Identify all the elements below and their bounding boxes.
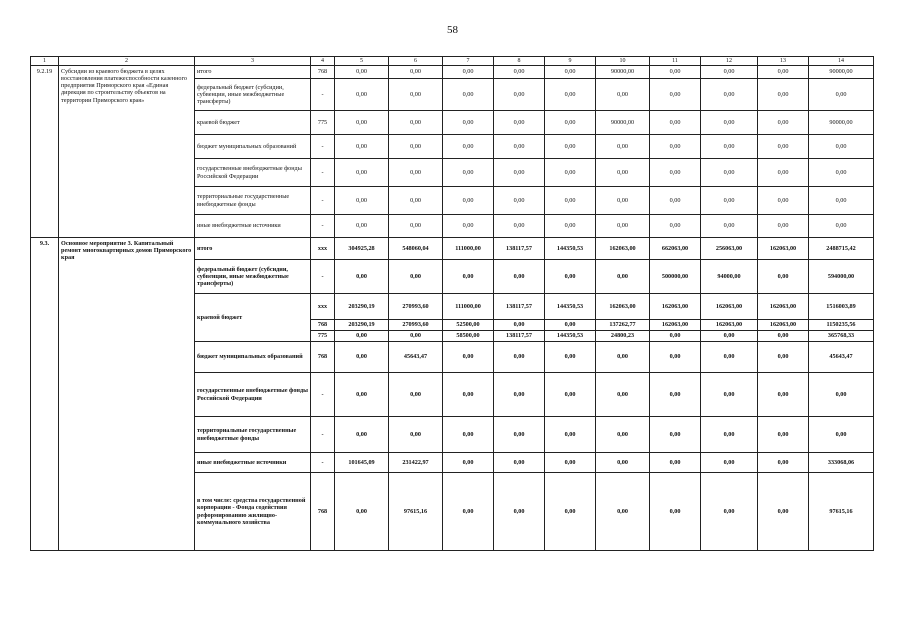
funding-source: территориальные государственные внебюджетные фонды — [195, 417, 311, 453]
amount-cell: 0,00 — [389, 187, 443, 215]
amount-cell: 548060,04 — [389, 238, 443, 260]
amount-cell: 0,00 — [545, 342, 596, 373]
amount-cell: 0,00 — [650, 473, 701, 551]
amount-cell: 0,00 — [596, 135, 650, 159]
budget-code: 768 — [311, 342, 335, 373]
amount-cell: 0,00 — [494, 373, 545, 417]
total-amount: 90000,00 — [809, 66, 874, 79]
amount-cell: 0,00 — [758, 473, 809, 551]
funding-source: в том числе: средства государственной корпорации - Фонда содействия реформированию жилищно-коммунального хозяйства — [195, 473, 311, 551]
item-code: 9.2.19 — [31, 66, 59, 238]
amount-cell: 0,00 — [758, 331, 809, 342]
column-number: 13 — [758, 57, 809, 66]
amount-cell: 270993,60 — [389, 320, 443, 331]
amount-cell: 0,00 — [650, 373, 701, 417]
item-description: Основное мероприятие 3. Капитальный ремонт многоквартирных домов Приморского края — [59, 238, 195, 551]
column-number: 8 — [494, 57, 545, 66]
budget-code: - — [311, 260, 335, 294]
column-number: 3 — [195, 57, 311, 66]
amount-cell: 0,00 — [650, 417, 701, 453]
funding-source: бюджет муниципальных образований — [195, 342, 311, 373]
amount-cell: 0,00 — [701, 417, 758, 453]
amount-cell: 0,00 — [596, 453, 650, 473]
amount-cell: 52500,00 — [443, 320, 494, 331]
budget-table — [30, 56, 874, 551]
total-amount: 0,00 — [809, 417, 874, 453]
amount-cell: 0,00 — [701, 66, 758, 79]
amount-cell: 256063,00 — [701, 238, 758, 260]
item-code: 9.3. — [31, 238, 59, 551]
funding-source: иные внебюджетные источники — [195, 215, 311, 238]
amount-cell: 0,00 — [494, 473, 545, 551]
amount-cell: 0,00 — [545, 135, 596, 159]
funding-source: итого — [195, 66, 311, 79]
amount-cell: 0,00 — [596, 187, 650, 215]
budget-code: 768 — [311, 66, 335, 79]
amount-cell: 662063,00 — [650, 238, 701, 260]
amount-cell: 0,00 — [701, 342, 758, 373]
budget-code: - — [311, 417, 335, 453]
total-amount: 594000,00 — [809, 260, 874, 294]
amount-cell: 0,00 — [443, 342, 494, 373]
amount-cell: 0,00 — [701, 373, 758, 417]
amount-cell: 162063,00 — [596, 294, 650, 320]
column-number: 4 — [311, 57, 335, 66]
amount-cell: 203290,19 — [335, 320, 389, 331]
item-description: Субсидии из краевого бюджета в целях восстановления платежеспособности казенного предприятия Приморского края «Единая дирекция по строительству объектов на территории Приморского края» — [59, 66, 195, 238]
amount-cell: 0,00 — [758, 187, 809, 215]
amount-cell: 0,00 — [545, 453, 596, 473]
amount-cell: 162063,00 — [650, 294, 701, 320]
column-number: 9 — [545, 57, 596, 66]
page-number: 58 — [447, 24, 458, 36]
total-amount: 1516003,89 — [809, 294, 874, 320]
amount-cell: 0,00 — [443, 111, 494, 135]
amount-cell: 500000,00 — [650, 260, 701, 294]
amount-cell: 0,00 — [758, 66, 809, 79]
amount-cell: 0,00 — [443, 373, 494, 417]
amount-cell: 0,00 — [650, 187, 701, 215]
amount-cell: 0,00 — [443, 260, 494, 294]
budget-code: - — [311, 373, 335, 417]
amount-cell: 144350,53 — [545, 331, 596, 342]
funding-source: краевой бюджет — [195, 111, 311, 135]
amount-cell: 0,00 — [650, 159, 701, 187]
column-number: 1 — [31, 57, 59, 66]
amount-cell: 0,00 — [650, 66, 701, 79]
amount-cell: 111000,00 — [443, 238, 494, 260]
total-amount: 0,00 — [809, 135, 874, 159]
amount-cell: 0,00 — [389, 66, 443, 79]
amount-cell: 0,00 — [389, 417, 443, 453]
amount-cell: 231422,97 — [389, 453, 443, 473]
amount-cell: 162063,00 — [596, 238, 650, 260]
amount-cell: 0,00 — [596, 342, 650, 373]
column-number: 11 — [650, 57, 701, 66]
amount-cell: 0,00 — [545, 187, 596, 215]
total-amount: 365768,33 — [809, 331, 874, 342]
column-number: 5 — [335, 57, 389, 66]
amount-cell: 0,00 — [701, 135, 758, 159]
column-number: 14 — [809, 57, 874, 66]
amount-cell: 0,00 — [389, 159, 443, 187]
amount-cell: 90000,00 — [596, 111, 650, 135]
amount-cell: 58500,00 — [443, 331, 494, 342]
total-amount: 0,00 — [809, 79, 874, 111]
budget-code: - — [311, 79, 335, 111]
budget-code: 768 — [311, 473, 335, 551]
amount-cell: 0,00 — [758, 79, 809, 111]
amount-cell: 0,00 — [545, 159, 596, 187]
amount-cell: 0,00 — [335, 331, 389, 342]
amount-cell: 0,00 — [389, 373, 443, 417]
amount-cell: 0,00 — [494, 66, 545, 79]
amount-cell: 0,00 — [650, 331, 701, 342]
amount-cell: 162063,00 — [701, 320, 758, 331]
amount-cell: 0,00 — [494, 453, 545, 473]
amount-cell: 0,00 — [758, 373, 809, 417]
amount-cell: 111000,00 — [443, 294, 494, 320]
total-amount: 0,00 — [809, 159, 874, 187]
amount-cell: 162063,00 — [758, 320, 809, 331]
amount-cell: 0,00 — [494, 417, 545, 453]
amount-cell: 0,00 — [335, 66, 389, 79]
table-row — [31, 66, 874, 79]
funding-source: краевой бюджет — [195, 294, 311, 342]
funding-source: бюджет муниципальных образований — [195, 135, 311, 159]
amount-cell: 0,00 — [545, 79, 596, 111]
amount-cell: 0,00 — [335, 79, 389, 111]
amount-cell: 0,00 — [545, 320, 596, 331]
amount-cell: 0,00 — [443, 473, 494, 551]
amount-cell: 0,00 — [596, 215, 650, 238]
amount-cell: 0,00 — [443, 66, 494, 79]
budget-code: 768 — [311, 320, 335, 331]
amount-cell: 0,00 — [758, 453, 809, 473]
budget-code: 775 — [311, 331, 335, 342]
amount-cell: 0,00 — [545, 417, 596, 453]
amount-cell: 0,00 — [494, 159, 545, 187]
amount-cell: 0,00 — [650, 342, 701, 373]
amount-cell: 0,00 — [494, 260, 545, 294]
total-amount: 97615,16 — [809, 473, 874, 551]
amount-cell: 304925,28 — [335, 238, 389, 260]
amount-cell: 0,00 — [443, 417, 494, 453]
amount-cell: 0,00 — [758, 342, 809, 373]
amount-cell: 0,00 — [650, 215, 701, 238]
total-amount: 1150235,56 — [809, 320, 874, 331]
amount-cell: 0,00 — [335, 373, 389, 417]
amount-cell: 0,00 — [545, 373, 596, 417]
amount-cell: 0,00 — [494, 215, 545, 238]
amount-cell: 144350,53 — [545, 238, 596, 260]
funding-source: государственные внебюджетные фонды Российской Федерации — [195, 159, 311, 187]
column-number: 10 — [596, 57, 650, 66]
budget-code: - — [311, 187, 335, 215]
section-9-3 — [31, 238, 874, 551]
amount-cell: 0,00 — [701, 473, 758, 551]
amount-cell: 94000,00 — [701, 260, 758, 294]
amount-cell: 162063,00 — [650, 320, 701, 331]
amount-cell: 0,00 — [701, 111, 758, 135]
funding-source: итого — [195, 238, 311, 260]
budget-code: - — [311, 159, 335, 187]
column-numbers-row — [31, 57, 874, 66]
total-amount: 0,00 — [809, 215, 874, 238]
amount-cell: 0,00 — [758, 215, 809, 238]
funding-source: иные внебюджетные источники — [195, 453, 311, 473]
amount-cell: 0,00 — [596, 373, 650, 417]
amount-cell: 0,00 — [335, 111, 389, 135]
table-row — [31, 238, 874, 260]
total-amount: 0,00 — [809, 373, 874, 417]
column-number: 7 — [443, 57, 494, 66]
amount-cell: 0,00 — [389, 331, 443, 342]
amount-cell: 138117,57 — [494, 294, 545, 320]
column-number: 12 — [701, 57, 758, 66]
amount-cell: 0,00 — [443, 215, 494, 238]
amount-cell: 0,00 — [596, 417, 650, 453]
amount-cell: 0,00 — [650, 111, 701, 135]
section-9-2-19 — [31, 66, 874, 238]
amount-cell: 0,00 — [596, 260, 650, 294]
total-amount: 0,00 — [809, 187, 874, 215]
amount-cell: 0,00 — [758, 417, 809, 453]
amount-cell: 138117,57 — [494, 331, 545, 342]
budget-code: xxx — [311, 294, 335, 320]
amount-cell: 144350,53 — [545, 294, 596, 320]
amount-cell: 0,00 — [335, 159, 389, 187]
amount-cell: 0,00 — [701, 215, 758, 238]
budget-code: 775 — [311, 111, 335, 135]
amount-cell: 0,00 — [758, 135, 809, 159]
amount-cell: 0,00 — [443, 135, 494, 159]
amount-cell: 0,00 — [758, 159, 809, 187]
amount-cell: 0,00 — [494, 79, 545, 111]
funding-source: федеральный бюджет (субсидии, субвенции, иные межбюджетные трансферты) — [195, 260, 311, 294]
amount-cell: 0,00 — [545, 111, 596, 135]
amount-cell: 0,00 — [596, 79, 650, 111]
amount-cell: 0,00 — [701, 453, 758, 473]
budget-code: - — [311, 135, 335, 159]
amount-cell: 0,00 — [335, 187, 389, 215]
amount-cell: 0,00 — [758, 260, 809, 294]
funding-source: территориальные государственные внебюджетные фонды — [195, 187, 311, 215]
amount-cell: 0,00 — [650, 79, 701, 111]
amount-cell: 0,00 — [701, 159, 758, 187]
column-number: 2 — [59, 57, 195, 66]
amount-cell: 0,00 — [494, 187, 545, 215]
amount-cell: 0,00 — [443, 79, 494, 111]
amount-cell: 0,00 — [545, 260, 596, 294]
amount-cell: 0,00 — [494, 111, 545, 135]
funding-source: государственные внебюджетные фонды Российской Федерации — [195, 373, 311, 417]
amount-cell: 0,00 — [545, 215, 596, 238]
amount-cell: 0,00 — [650, 135, 701, 159]
amount-cell: 0,00 — [494, 320, 545, 331]
amount-cell: 0,00 — [335, 342, 389, 373]
budget-code: - — [311, 453, 335, 473]
amount-cell: 203290,19 — [335, 294, 389, 320]
amount-cell: 0,00 — [545, 473, 596, 551]
amount-cell: 0,00 — [335, 215, 389, 238]
amount-cell: 101645,09 — [335, 453, 389, 473]
amount-cell: 0,00 — [443, 453, 494, 473]
amount-cell: 0,00 — [389, 111, 443, 135]
total-amount: 2488715,42 — [809, 238, 874, 260]
total-amount: 333068,06 — [809, 453, 874, 473]
amount-cell: 0,00 — [701, 331, 758, 342]
amount-cell: 0,00 — [443, 159, 494, 187]
amount-cell: 0,00 — [335, 473, 389, 551]
amount-cell: 45643,47 — [389, 342, 443, 373]
amount-cell: 0,00 — [545, 66, 596, 79]
budget-code: xxx — [311, 238, 335, 260]
amount-cell: 0,00 — [494, 135, 545, 159]
amount-cell: 270993,60 — [389, 294, 443, 320]
amount-cell: 0,00 — [758, 111, 809, 135]
amount-cell: 0,00 — [389, 260, 443, 294]
amount-cell: 0,00 — [335, 417, 389, 453]
amount-cell: 0,00 — [494, 342, 545, 373]
funding-source: федеральный бюджет (субсидии, субвенции, иные межбюджетные трансферты) — [195, 79, 311, 111]
amount-cell: 0,00 — [596, 159, 650, 187]
amount-cell: 90000,00 — [596, 66, 650, 79]
amount-cell: 0,00 — [389, 135, 443, 159]
column-number: 6 — [389, 57, 443, 66]
amount-cell: 0,00 — [650, 453, 701, 473]
amount-cell: 0,00 — [389, 215, 443, 238]
budget-code: - — [311, 215, 335, 238]
amount-cell: 0,00 — [596, 473, 650, 551]
amount-cell: 137262,77 — [596, 320, 650, 331]
amount-cell: 162063,00 — [758, 238, 809, 260]
amount-cell: 0,00 — [701, 187, 758, 215]
amount-cell: 24800,23 — [596, 331, 650, 342]
amount-cell: 138117,57 — [494, 238, 545, 260]
total-amount: 45643,47 — [809, 342, 874, 373]
amount-cell: 0,00 — [443, 187, 494, 215]
amount-cell: 0,00 — [701, 79, 758, 111]
total-amount: 90000,00 — [809, 111, 874, 135]
amount-cell: 162063,00 — [758, 294, 809, 320]
amount-cell: 97615,16 — [389, 473, 443, 551]
amount-cell: 0,00 — [335, 135, 389, 159]
amount-cell: 0,00 — [389, 79, 443, 111]
amount-cell: 0,00 — [335, 260, 389, 294]
amount-cell: 162063,00 — [701, 294, 758, 320]
